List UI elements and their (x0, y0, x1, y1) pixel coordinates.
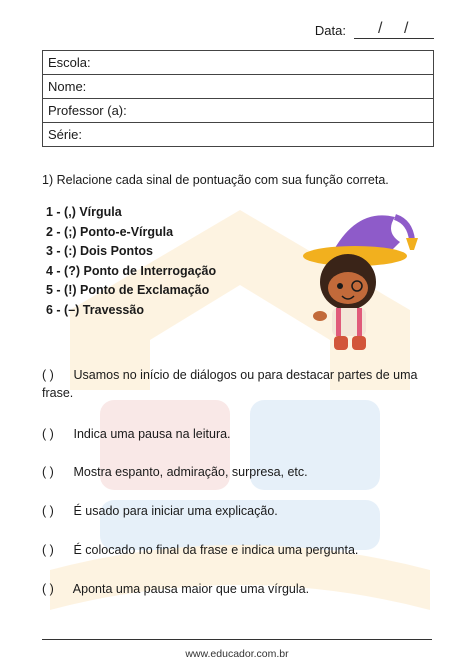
wizard-boy-illustration (300, 212, 425, 362)
option-comma: 1 - (,) Vírgula (46, 205, 122, 219)
item-row (42, 541, 437, 559)
item-row (42, 502, 437, 520)
option-dash: 6 - (–) Travessão (46, 302, 144, 317)
answer-blank[interactable]: ( ) (42, 465, 54, 479)
teacher-field[interactable]: Professor (a): (43, 99, 433, 123)
item-text: É usado para iniciar uma explicação. (73, 504, 278, 518)
answer-blank[interactable]: ( ) (42, 543, 54, 557)
item-row (42, 580, 437, 598)
date-slash: / (404, 20, 409, 37)
school-field[interactable]: Escola: (43, 51, 433, 75)
item-text: Usamos no início de diálogos ou para destacar partes de uma frase. (42, 368, 418, 400)
item-text: Mostra espanto, admiração, surpresa, etc. (73, 465, 308, 479)
item-row (42, 425, 437, 443)
punctuation-options-list (46, 203, 216, 321)
item-text: Aponta uma pausa maior que uma vírgula. (72, 582, 310, 596)
answer-blank[interactable]: ( ) (42, 427, 54, 441)
name-field[interactable]: Nome: (43, 75, 433, 99)
footer-divider (42, 639, 432, 640)
item-text: É colocado no final da frase e indica uma pergunta. (73, 543, 359, 557)
option-colon: 3 - (:) Dois Pontos (46, 244, 153, 259)
grade-field[interactable]: Série: (48, 127, 82, 142)
option-question-mark: 4 - (?) Ponto de Interrogação (46, 263, 217, 278)
footer-site: www.educador.com.br (185, 648, 289, 660)
option-semicolon: 2 - (;) Ponto-e-Vírgula (46, 224, 174, 239)
date-label: Data: (314, 23, 346, 38)
date-slash: / (378, 20, 383, 37)
item-text: Indica uma pausa na leitura. (73, 427, 231, 441)
option-exclamation-mark: 5 - (!) Ponto de Exclamação (46, 283, 210, 298)
item-row (42, 366, 437, 402)
answer-blank[interactable]: ( ) (42, 504, 54, 518)
answer-blank[interactable]: ( ) (42, 582, 54, 596)
item-row (42, 463, 437, 481)
student-info-box (42, 50, 434, 147)
date-field[interactable] (354, 22, 434, 39)
question-title: 1) Relacione cada sinal de pontuação com sua função correta. (42, 173, 389, 187)
answer-blank[interactable]: ( ) (42, 368, 54, 382)
date-row (315, 22, 434, 39)
